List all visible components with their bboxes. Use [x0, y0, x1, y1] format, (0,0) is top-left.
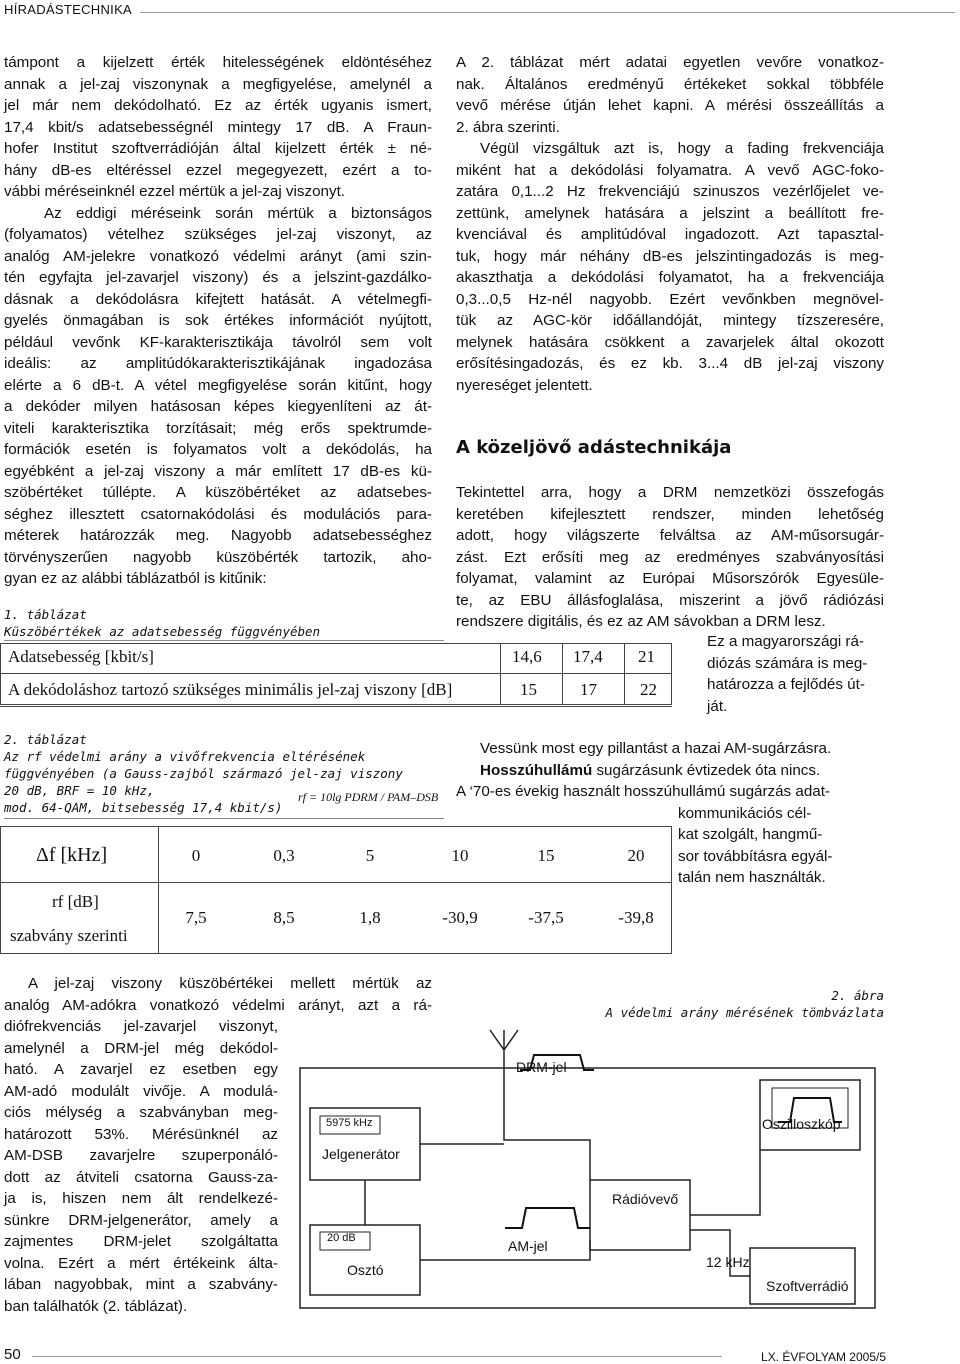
page-number: 50 [4, 1346, 21, 1363]
emphasis: Hosszúhullámú [480, 761, 593, 779]
table2-cell: 10 [451, 846, 469, 865]
text-line: keretében kifejlesztett rendszer, minden lehetőség [456, 505, 884, 523]
table2-cell: 20 [627, 846, 645, 865]
table1-cell: 14,6 [512, 647, 542, 666]
text-line: méterek határozzák meg. Nagyobb adatsebességhez [4, 527, 432, 544]
text-line: talán nem használták. [678, 869, 826, 886]
table2-cell: -37,5 [528, 908, 564, 927]
text-line: vevő mérése útján lehet kapni. A mérési összeállítás a [456, 97, 884, 114]
table2-caption-line: 20 dB, BRF = 10 kHz, [4, 783, 155, 798]
text-line: elérte a 6 dB-t. A vétel megfigyelése során kitűnt, hogy [4, 376, 432, 394]
text-line: ciós mélység a szabványban meg- [4, 1104, 278, 1121]
table2-row2-label: rf [dB] [52, 892, 99, 911]
issue-label: LX. ÉVFOLYAM 2005/5 [761, 1350, 886, 1364]
text-line: kat szolgált, hangmű- [678, 826, 823, 843]
text-line: rendszere digitális, és ez az AM sávokban a DRM lesz. [456, 613, 826, 630]
text-line: sor továbbításra egyál- [678, 847, 833, 865]
col2-text-1 [456, 52, 884, 396]
table2-cell: -39,8 [618, 908, 654, 927]
text-line: a dekóder milyen hatásosan képes kiegyenlíteni az át- [4, 398, 432, 415]
text-line: ható. A zavarjel ez esetben egy [4, 1061, 278, 1078]
text-line: 2. ábra szerinti. [456, 118, 560, 136]
drm-label: DRM-jel [516, 1059, 567, 1075]
text-line: hány dB-es eltéréssel ezzel megegyezett, ezért a to- [4, 161, 432, 179]
sdr-label: Szoftverrádió [766, 1278, 849, 1294]
section-header: HÍRADÁSTECHNIKA [4, 2, 133, 17]
oscilloscope-label: Oszilloszkóp [762, 1116, 841, 1132]
footer-rule [32, 1356, 722, 1357]
am-spectrum [505, 1208, 590, 1228]
table2-cell: 8,5 [273, 908, 295, 927]
table1-caption-rule [4, 640, 444, 641]
table1-row-2-label: A dekódoláshoz tartozó szükséges minimális jel-zaj viszony [dB] [8, 680, 453, 699]
text-line: AM-DSB zavarjelre szuperponáló- [4, 1147, 278, 1164]
attenuator-value: 20 dB [327, 1232, 356, 1244]
table2-caption-rule [4, 818, 444, 819]
generator-frequency: 5975 kHz [326, 1117, 373, 1129]
text-line: te, az EBU állásfoglalása, miszerint a jövő rádiózási [456, 591, 884, 609]
header-rule [140, 12, 955, 13]
table2-caption-line: mod. 64-QAM, bitsebesség 17,4 kbit/s) [4, 800, 283, 815]
text-line: vábbi méréseinknél ezzel mértük a jel-zaj viszonyt. [4, 183, 346, 200]
text-line: diófrekvenciás jel-zavarjel viszonyt, [4, 1018, 278, 1035]
text-line: kvenciával és amplitúdóval ingadozott. Azt tapasztal- [456, 226, 884, 243]
text-line: Hosszúhullámú sugárzásunk évtizedek óta nincs. [480, 761, 821, 779]
text-line: jel már nem dekódolható. Ez az érték ugyanis ismert, [4, 97, 432, 114]
table1-cell: 15 [520, 680, 537, 699]
table1-row-1-label: Adatsebesség [kbit/s] [8, 647, 154, 666]
text-line: akaszthatja a dekódolási folyamatot, ha a frekvenciája [456, 269, 884, 286]
table2-row1-label: Δf [kHz] [36, 844, 108, 866]
text-line: annak a jel-zaj viszonynak a megfigyelése, amelynél a [4, 75, 432, 93]
table2-cell: 7,5 [185, 908, 207, 927]
text-line: határozott 53%. Mérésünknél az [4, 1125, 278, 1143]
text-line: melynek hatására csökkent a zavarjelek által okozott [456, 333, 884, 351]
attenuator-label: Osztó [347, 1262, 384, 1278]
text-line: Végül vizsgáltuk azt is, hogy a fading frekvenciája [480, 140, 884, 157]
text-line: sünkre DRM-jelgenerátor, amely a [4, 1211, 278, 1229]
table2-caption-number: 2. táblázat [4, 732, 87, 747]
table2-caption-line: Az rf védelmi arány a vivőfrekvencia eltérésének [4, 749, 366, 764]
text-line: kommunikációs cél- [678, 804, 812, 822]
text-line: dott az átviteli csatorna Gauss-za- [4, 1168, 278, 1186]
text-line: séghez illesztett csatornakódolási és modulációs para- [4, 505, 432, 523]
text-line: Tekintettel arra, hogy a DRM nemzetközi összefogás [456, 484, 884, 501]
text-line: viteli karakterisztika torzításait; még erős spektrumde- [4, 419, 432, 437]
table2-formula: rf = 10lg PDRM / PAM–DSB [298, 790, 439, 804]
col2-text-4 [456, 738, 884, 889]
text-line: gyan ez az alábbi táblázatból is kitűnik: [4, 570, 267, 587]
table2-cell: 1,8 [359, 908, 381, 927]
antenna-icon [490, 1030, 518, 1098]
table1-cell: 17,4 [573, 647, 603, 666]
text-line: tük az AGC-kör időállandóját, mintegy tízszeresére, [456, 312, 884, 329]
col2-text-3 [707, 631, 885, 717]
text-line: diózás számára is meg- [707, 654, 868, 672]
table1-cell: 17 [580, 680, 597, 699]
text-line: A jel-zaj viszony küszöbértékei mellett mértük az [28, 975, 432, 992]
table2-cell: 0,3 [273, 846, 295, 865]
table2-cell: 5 [365, 846, 375, 865]
table1-caption-number: 1. táblázat [4, 607, 87, 622]
text-line: lában nagyobbak, mint a szabvány- [4, 1276, 278, 1293]
text-line: dásnak a dekódolásra kifejtett hatását. A vételmegfi- [4, 290, 432, 308]
text-line: nak. Általános eredményű értékeket sokkal többféle [456, 75, 884, 93]
text-line: nyereséget jelentett. [456, 376, 593, 394]
am-label: AM-jel [508, 1238, 548, 1254]
col2-text-2 [456, 482, 884, 633]
generator-label: Jelgenerátor [322, 1146, 400, 1162]
table2-cell: 0 [191, 846, 201, 865]
text-line: ját. [707, 697, 728, 715]
figure2-caption-title: A védelmi arány mérésének tömbvázlata [605, 1005, 884, 1020]
if-frequency-label: 12 kHz [706, 1254, 750, 1270]
text-line: formációk esetén is folyamatos volt a dekódolás, ha [4, 441, 432, 458]
text-line: 17,4 kbit/s adatsebességnél mintegy 17 dB. A Fraun- [4, 118, 432, 136]
text-line: zajmentes DRM-jelet szolgáltatta [4, 1233, 278, 1250]
text-line: tuk, hogy már néhány dB-es jelszintingadozás is meg- [456, 247, 884, 265]
text-line: A ‘70-es évekig használt hosszúhullámú sugárzás adat- [456, 783, 830, 800]
text-line: AM-adó modulált vivője. A modulá- [4, 1082, 278, 1100]
table2-row3-label: szabvány szerinti [10, 926, 128, 945]
text-line: például vevőnk KF-karakterisztikája távolról sem volt [4, 333, 432, 351]
sdr-box [750, 1248, 855, 1304]
text-line: ja is, hiszen nem ált rendelkezé- [4, 1190, 278, 1207]
text-line: adott, hogy világszerte felváltsa az AM-műsorsugár- [456, 527, 884, 544]
text-line: Az eddigi méréseink során mértük a biztonságos [44, 204, 432, 222]
text-line: egyébként a jel-zaj viszony a már említett 17 dB-es kü- [4, 462, 432, 480]
text-line: A 2. táblázat mért adatai egyetlen vevőre vonatkoz- [456, 54, 884, 71]
table2-cell: -30,9 [442, 908, 478, 927]
table1-caption-title: Küszöbértékek az adatsebesség függvényében [4, 624, 321, 639]
text-line: analóg AM-adókra vonatkozó védelmi arányt, azt a rá- [4, 996, 432, 1014]
text-line: zatára 0,1...2 Hz frekvenciájú szinuszos vezérlőjelet ve- [456, 183, 884, 200]
text-line: Vessünk most egy pillantást a hazai AM-sugárzásra. [480, 740, 832, 757]
text-line: szöbértéket túllépte. A küszöbértéket az adatsebes- [4, 484, 432, 501]
text-line: határozza a fejlődés út- [707, 676, 865, 693]
text-line: miként hat a dekódolási folyamatra. A vevő AGC-foko- [456, 161, 884, 179]
text-line: volna. Ezért a mért értékeink álta- [4, 1254, 278, 1272]
text-line: tén egyfajta jel-zavarjel viszony) és a jelszint-gazdálko- [4, 269, 432, 286]
signal-line [420, 1240, 590, 1260]
col2-heading: A közeljövő adástechnikája [456, 437, 732, 458]
table1-cell: 21 [638, 647, 655, 666]
text-line: amelynél a DRM-jel még dekódol- [4, 1039, 278, 1057]
text-line: hofer Institut szoftverrádióján által kijelzett érték ± né- [4, 140, 432, 157]
figure2-caption-number: 2. ábra [831, 988, 884, 1003]
text-line: erősítésingadozás, és ez kb. 3...4 dB jel-zaj viszony [456, 355, 884, 372]
receiver-label: Rádióvevő [612, 1191, 679, 1207]
text-line: zást. Ezt erősíti meg az eredményes szabványosítási [456, 548, 884, 566]
text-line: Ez a magyarországi rá- [707, 633, 864, 650]
text-line: ban találhatók (2. táblázat). [4, 1297, 188, 1315]
text-line: ideális: az amplitúdókarakterisztikájának ingadozása [4, 355, 432, 372]
text-line: folyamat, valamint az Európai Műsorszórók Egyesüle- [456, 570, 884, 587]
text-line: támpont a kijelzett érték hitelességének eldöntéséhez [4, 54, 432, 71]
text-line: (folyamatos) vételhez szükséges jel-zaj viszonyt, az [4, 226, 432, 243]
table1-cell: 22 [640, 680, 657, 699]
table2-cell: 15 [537, 846, 555, 865]
text-line: zettünk, amelynek hatására a jelszint a beállított fre- [456, 204, 884, 222]
table1-border [0, 643, 672, 705]
text-line: gyelés önmagában is sok értékes információt nyújtott, [4, 312, 432, 329]
signal-line [504, 1098, 590, 1180]
table2-caption-line: függvényében (a Gauss-zajból származó jel-zaj viszony [4, 766, 403, 781]
text-line: törvényszerűen nagyobb küszöbérték tartozik, aho- [4, 548, 432, 566]
text-line: 0,3...0,5 Hz-nél nagyobb. Ezért vevőnkben megnövel- [456, 290, 884, 308]
signal-line [690, 1150, 760, 1215]
col1-text [4, 52, 432, 590]
text-line: analóg AM-jelekre vonatkozó védelmi arányt (ami szin- [4, 247, 432, 265]
